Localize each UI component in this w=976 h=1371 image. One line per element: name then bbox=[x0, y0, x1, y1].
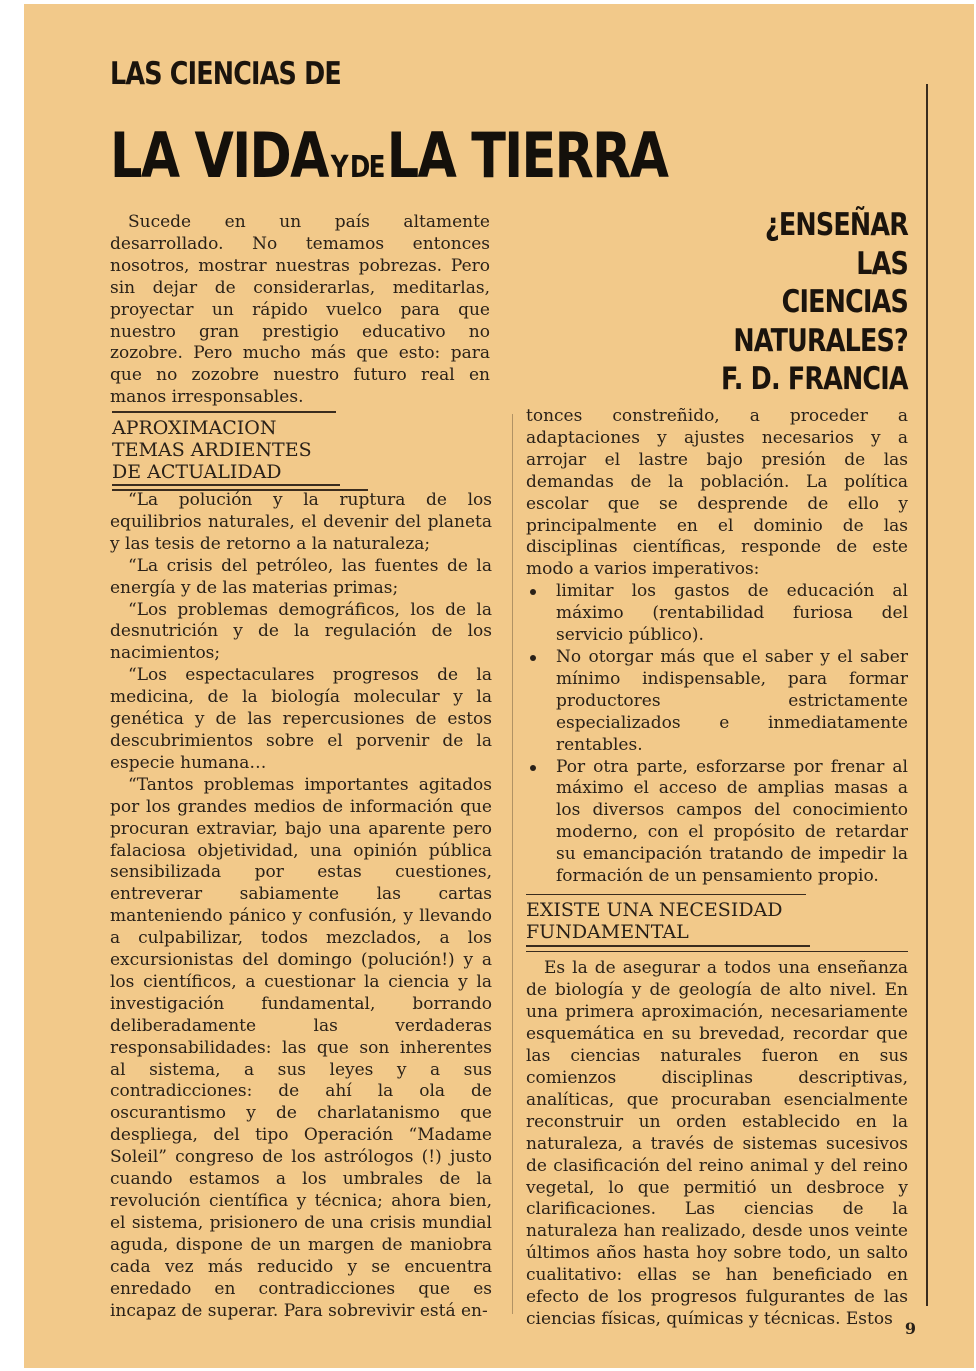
intro-paragraph: Sucede en un país altamente desarrollado. No temamos entonces nosotros, mostrar nuestras pobrezas. Pero sin dejar de considerarlas, meditarlas, proyectar un rápido vuelco para que nuestro gran prestigio educativo no zozobre. Pero mucho más que esto: para que no zozobre nuestro futuro real en manos irresponsables. bbox=[110, 212, 490, 408]
question-title-line: CIENCIAS bbox=[781, 284, 908, 320]
article-kicker: LAS CIENCIAS DE bbox=[110, 56, 341, 92]
section1-title-line: DE ACTUALIDAD bbox=[112, 461, 282, 483]
body-paragraph: “La crisis del petróleo, las fuentes de la energía y de las materias primas; bbox=[110, 555, 492, 598]
section2-bottom-rule bbox=[526, 945, 810, 947]
body-paragraph: Es la de asegurar a todos una enseñanza de biología y de geología de alto nivel. En una primera aproximación, necesariamente esquemática en su brevedad, recordar que las ciencias naturales fueron en sus comienzos disciplinas descriptivas, analíticas, que procuraban esencialmente reconstruir un orden establecido en la naturaleza, a través de sistemas sucesivos de clasificación del reino animal y del reino vegetal, lo que permitió un desbroce y clarificaciones. Las ciencias de la naturaleza han realizado, desde unos veinte últimos años hasta hoy sobre todo, un salto cualitativo: ellas se han beneficiado en efecto de los progresos fulgurantes de las ciencias físicas, químicas y técnicas. Estos bbox=[526, 958, 908, 1329]
list-item-text: limitar los gastos de educación al máximo (rentabilidad furiosa del servicio público). bbox=[556, 581, 908, 646]
list-item bbox=[526, 757, 908, 888]
section2-title-line: EXISTE UNA NECESIDAD bbox=[526, 899, 783, 922]
magazine-page bbox=[24, 4, 974, 1368]
section1-title-line: TEMAS ARDIENTES bbox=[112, 439, 312, 461]
section2-bottom-rule-2 bbox=[526, 951, 908, 953]
section2-top-rule bbox=[526, 894, 806, 896]
section1-title bbox=[112, 417, 312, 483]
section2-title-line: FUNDAMENTAL bbox=[526, 921, 689, 944]
article-intro bbox=[110, 212, 490, 409]
section1-bottom-rule bbox=[112, 484, 340, 486]
headline-part-1: LA VIDA bbox=[110, 119, 328, 192]
headline-part-2: LA TIERRA bbox=[386, 119, 668, 192]
right-margin-rule bbox=[926, 84, 928, 1306]
question-title-line: LAS bbox=[856, 245, 908, 282]
article-headline bbox=[110, 119, 667, 192]
body-paragraph: “Tantos problemas importantes agitados por los grandes medios de información que procuran extraviar, bajo una aparente pero falaciosa objetividad, una opinión pública sensibilizada por estas cuestiones, entreverar sabiamente las cartas manteniendo pánico y confusión, y llevando a culpabilizar, todos mezclados, a los excursionistas del domingo (polución!) y a los científicos, a cuestionar la ciencia y la investigación fundamental, borrando deliberadamente las verdaderas responsabilidades: las que son inherentes al sistema, a sus leyes y a sus contradicciones: de ahí la ola de oscurantismo y de charlatanismo que despliega, del tipo Operación “Madame Soleil” congreso de los astrólogos (!) justo cuando estamos a los umbrales de la revolución científica y técnica; ahora bien, el sistema, prisionero de una crisis mundial aguda, dispone de un margen de maniobra cada vez más reducido y se encuentra enredado en contradicciones que es incapaz de superar. Para sobrevivir está en- bbox=[110, 774, 492, 1321]
section1-title-line: APROXIMACION bbox=[112, 417, 277, 439]
question-title-line: ¿ENSEÑAR bbox=[764, 207, 908, 243]
section2-title bbox=[526, 899, 908, 943]
list-item-text: No otorgar más que el saber y el saber mínimo indispensable, para formar productores estrictamente especializados e inmediatamente rentables. bbox=[556, 646, 908, 755]
body-paragraph: “Los espectaculares progresos de la medicina, de la biología molecular y la genética y de las repercusiones de estos descubrimientos sobre el porvenir de la especie humana… bbox=[110, 665, 492, 773]
column-divider bbox=[512, 414, 513, 1314]
section-question-title bbox=[733, 206, 908, 360]
bullet-icon bbox=[530, 589, 536, 595]
right-column bbox=[526, 406, 908, 1331]
list-item bbox=[526, 647, 908, 757]
left-column bbox=[110, 490, 492, 1322]
continuation-paragraph: tonces constreñido, a proceder a adaptaciones y ajustes necesarios y a arrojar el lastre bajo presión de las demandas de la población. La política escolar que se desprende de ello y principalmente en el dominio de las disciplinas científicas, responde de este modo a varios imperativos: bbox=[526, 406, 908, 580]
body-paragraph: “Los problemas demográficos, los de la desnutrición y de la regulación de los nacimientos; bbox=[110, 599, 492, 664]
bullet-icon bbox=[530, 655, 536, 661]
question-title-line: NATURALES? bbox=[733, 322, 908, 359]
list-item bbox=[526, 581, 908, 647]
list-item-text: Por otra parte, esforzarse por frenar al máximo el acceso de amplias masas a los diversos campos del conocimiento moderno, con el propósito de retardar su emancipación tratando de impedir la formación de un pensamiento propio. bbox=[556, 756, 908, 887]
section1-top-rule bbox=[112, 411, 336, 413]
headline-connector-1: Y bbox=[330, 150, 347, 185]
body-paragraph: “La polución y la ruptura de los equilibrios naturales, el devenir del planeta y las tesis de retorno a la naturaleza; bbox=[110, 490, 492, 554]
bullet-icon bbox=[530, 765, 536, 771]
imperatives-list bbox=[526, 581, 908, 888]
article-author: F. D. FRANCIA bbox=[721, 361, 908, 397]
headline-connector-2: DE bbox=[349, 150, 384, 185]
page-number: 9 bbox=[904, 1319, 916, 1338]
